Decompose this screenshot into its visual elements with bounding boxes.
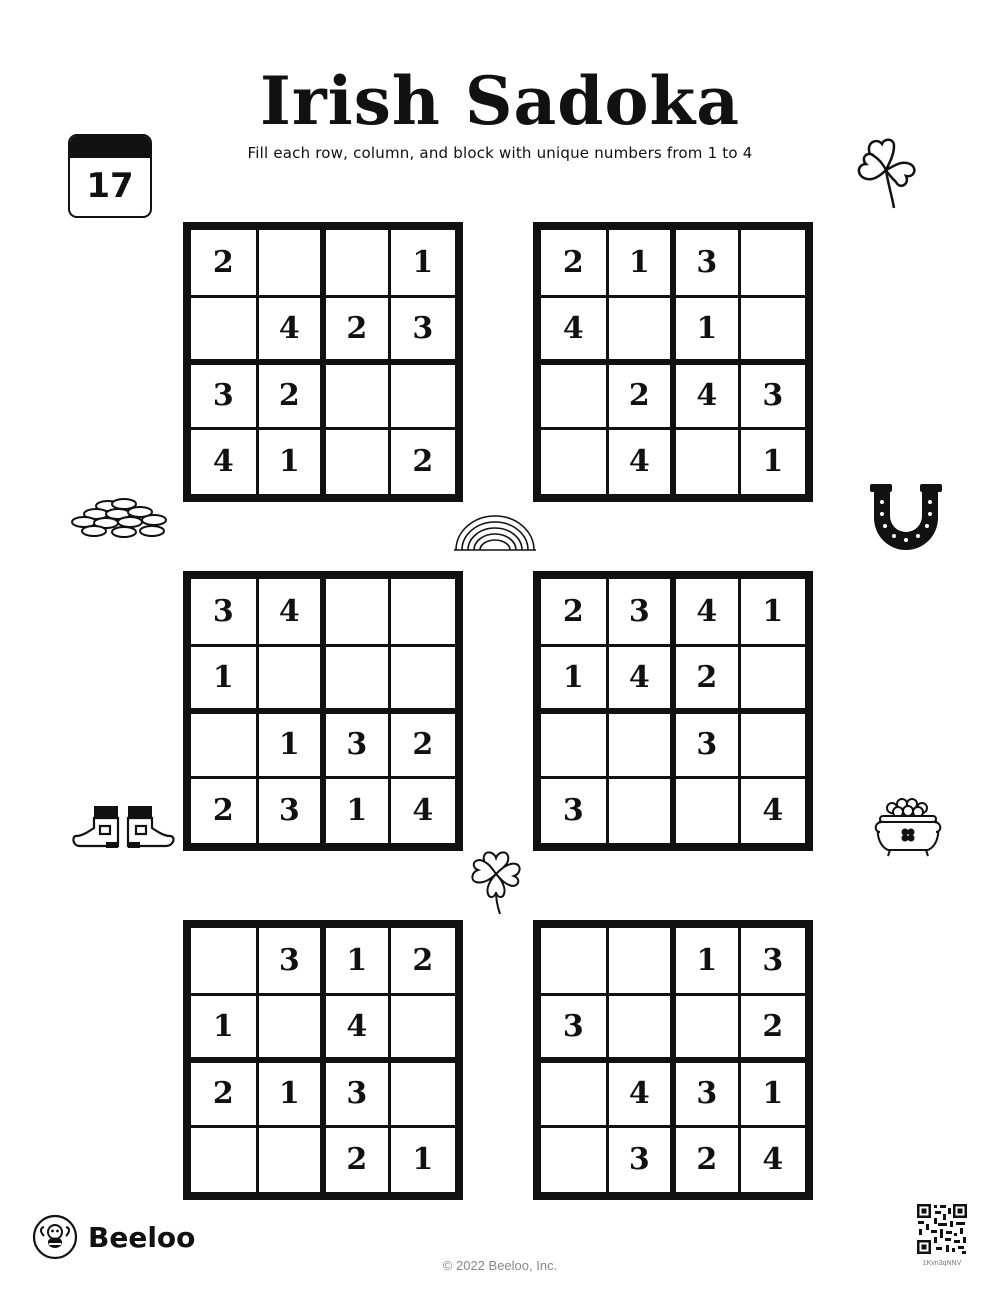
sudoku-cell[interactable]: 2 bbox=[541, 230, 606, 295]
calendar-day: 17 bbox=[86, 166, 134, 206]
sudoku-cell[interactable] bbox=[391, 647, 456, 709]
sudoku-cell[interactable] bbox=[391, 1063, 456, 1125]
sudoku-cell[interactable] bbox=[326, 230, 388, 295]
sudoku-cell[interactable]: 1 bbox=[391, 1128, 456, 1193]
sudoku-cell[interactable]: 2 bbox=[191, 230, 256, 295]
sudoku-cell[interactable] bbox=[391, 996, 456, 1058]
sudoku-grid-1 bbox=[183, 222, 463, 502]
sudoku-cell[interactable]: 1 bbox=[391, 230, 456, 295]
sudoku-cell[interactable]: 2 bbox=[191, 779, 256, 844]
sudoku-cell[interactable]: 2 bbox=[609, 365, 671, 427]
sudoku-cell[interactable] bbox=[676, 996, 738, 1058]
brand-name: Beeloo bbox=[88, 1220, 196, 1254]
horseshoe-icon bbox=[868, 482, 944, 554]
sudoku-cell[interactable]: 3 bbox=[609, 579, 671, 644]
sudoku-cell[interactable] bbox=[741, 647, 806, 709]
sudoku-cell[interactable]: 3 bbox=[609, 1128, 671, 1193]
copyright-text: © 2022 Beeloo, Inc. bbox=[442, 1258, 558, 1273]
sudoku-cell[interactable]: 4 bbox=[676, 579, 738, 644]
sudoku-cell[interactable]: 1 bbox=[259, 714, 321, 776]
sudoku-cell[interactable] bbox=[676, 779, 738, 844]
sudoku-cell[interactable]: 4 bbox=[609, 430, 671, 495]
sudoku-cell[interactable]: 4 bbox=[609, 1063, 671, 1125]
sudoku-cell[interactable]: 2 bbox=[326, 1128, 388, 1193]
sudoku-cell[interactable]: 4 bbox=[326, 996, 388, 1058]
sudoku-grid-2 bbox=[533, 222, 813, 502]
sudoku-cell[interactable] bbox=[259, 1128, 321, 1193]
sudoku-cell[interactable]: 3 bbox=[191, 579, 256, 644]
sudoku-cell[interactable]: 3 bbox=[676, 714, 738, 776]
sudoku-cell[interactable] bbox=[191, 714, 256, 776]
sudoku-cell[interactable] bbox=[609, 928, 671, 993]
sudoku-cell[interactable]: 4 bbox=[741, 1128, 806, 1193]
sudoku-cell[interactable]: 1 bbox=[541, 647, 606, 709]
sudoku-grid-5 bbox=[183, 920, 463, 1200]
sudoku-cell[interactable] bbox=[541, 430, 606, 495]
sudoku-cell[interactable] bbox=[676, 430, 738, 495]
sudoku-cell[interactable]: 2 bbox=[391, 714, 456, 776]
sudoku-cell[interactable]: 4 bbox=[191, 430, 256, 495]
sudoku-cell[interactable]: 3 bbox=[541, 996, 606, 1058]
sudoku-cell[interactable] bbox=[609, 779, 671, 844]
sudoku-cell[interactable] bbox=[191, 1128, 256, 1193]
sudoku-cell[interactable]: 3 bbox=[259, 928, 321, 993]
rainbow-icon bbox=[452, 512, 538, 552]
sudoku-cell[interactable]: 2 bbox=[541, 579, 606, 644]
sudoku-cell[interactable]: 3 bbox=[676, 1063, 738, 1125]
sudoku-cell[interactable]: 2 bbox=[259, 365, 321, 427]
sudoku-cell[interactable] bbox=[741, 714, 806, 776]
sudoku-cell[interactable]: 3 bbox=[541, 779, 606, 844]
sudoku-cell[interactable] bbox=[259, 230, 321, 295]
calendar-header bbox=[70, 136, 150, 158]
sudoku-cell[interactable]: 4 bbox=[741, 779, 806, 844]
shamrock-icon bbox=[852, 132, 920, 212]
sudoku-cell[interactable]: 1 bbox=[259, 1063, 321, 1125]
sudoku-cell[interactable]: 2 bbox=[676, 647, 738, 709]
sudoku-cell[interactable]: 1 bbox=[741, 1063, 806, 1125]
sudoku-cell[interactable] bbox=[541, 928, 606, 993]
bee-icon bbox=[32, 1214, 78, 1260]
sudoku-cell[interactable]: 3 bbox=[391, 298, 456, 360]
sudoku-cell[interactable]: 1 bbox=[676, 298, 738, 360]
qr-code-label: 1Kvn3qNNV bbox=[922, 1260, 962, 1267]
sudoku-cell[interactable] bbox=[191, 298, 256, 360]
instructions: Fill each row, column, and block with unique numbers from 1 to 4 bbox=[247, 144, 753, 162]
coins-icon bbox=[68, 494, 174, 540]
sudoku-cell[interactable] bbox=[609, 714, 671, 776]
sudoku-cell[interactable]: 2 bbox=[391, 430, 456, 495]
four-leaf-clover-icon bbox=[468, 848, 524, 916]
sudoku-cell[interactable]: 1 bbox=[326, 928, 388, 993]
page-title: Irish Sadoka bbox=[260, 62, 740, 140]
sudoku-cell[interactable]: 1 bbox=[259, 430, 321, 495]
sudoku-cell[interactable]: 3 bbox=[326, 1063, 388, 1125]
sudoku-cell[interactable]: 1 bbox=[676, 928, 738, 993]
sudoku-cell[interactable]: 1 bbox=[326, 779, 388, 844]
sudoku-cell[interactable] bbox=[391, 365, 456, 427]
sudoku-cell[interactable]: 4 bbox=[259, 579, 321, 644]
sudoku-cell[interactable]: 4 bbox=[259, 298, 321, 360]
sudoku-cell[interactable] bbox=[391, 579, 456, 644]
brand-logo bbox=[32, 1214, 195, 1260]
sudoku-grid-3 bbox=[183, 571, 463, 851]
sudoku-cell[interactable]: 2 bbox=[741, 996, 806, 1058]
sudoku-cell[interactable]: 2 bbox=[191, 1063, 256, 1125]
sudoku-cell[interactable] bbox=[191, 928, 256, 993]
sudoku-cell[interactable] bbox=[326, 430, 388, 495]
sudoku-cell[interactable]: 3 bbox=[676, 230, 738, 295]
sudoku-cell[interactable] bbox=[259, 996, 321, 1058]
sudoku-cell[interactable] bbox=[609, 996, 671, 1058]
sudoku-cell[interactable] bbox=[259, 647, 321, 709]
sudoku-cell[interactable]: 1 bbox=[191, 647, 256, 709]
sudoku-grid-4 bbox=[533, 571, 813, 851]
sudoku-cell[interactable]: 2 bbox=[676, 1128, 738, 1193]
sudoku-cell[interactable] bbox=[609, 298, 671, 360]
sudoku-cell[interactable]: 3 bbox=[259, 779, 321, 844]
sudoku-cell[interactable]: 3 bbox=[191, 365, 256, 427]
sudoku-cell[interactable]: 3 bbox=[741, 928, 806, 993]
sudoku-cell[interactable]: 3 bbox=[326, 714, 388, 776]
sudoku-grid-6 bbox=[533, 920, 813, 1200]
sudoku-cell[interactable]: 1 bbox=[741, 579, 806, 644]
qr-code-icon bbox=[916, 1203, 968, 1255]
sudoku-cell[interactable]: 4 bbox=[676, 365, 738, 427]
sudoku-cell[interactable]: 4 bbox=[391, 779, 456, 844]
sudoku-cell[interactable] bbox=[741, 298, 806, 360]
sudoku-cell[interactable]: 4 bbox=[609, 647, 671, 709]
sudoku-cell[interactable]: 3 bbox=[741, 365, 806, 427]
sudoku-cell[interactable] bbox=[326, 365, 388, 427]
pot-of-gold-icon bbox=[872, 796, 944, 858]
sudoku-cell[interactable]: 1 bbox=[191, 996, 256, 1058]
sudoku-cell[interactable] bbox=[326, 579, 388, 644]
sudoku-cell[interactable] bbox=[541, 714, 606, 776]
sudoku-cell[interactable] bbox=[541, 1063, 606, 1125]
leprechaun-shoes-icon bbox=[70, 802, 178, 852]
sudoku-cell[interactable] bbox=[741, 230, 806, 295]
sudoku-cell[interactable]: 4 bbox=[541, 298, 606, 360]
sudoku-cell[interactable] bbox=[326, 647, 388, 709]
sudoku-cell[interactable] bbox=[541, 1128, 606, 1193]
sudoku-cell[interactable]: 2 bbox=[391, 928, 456, 993]
calendar-icon bbox=[68, 134, 152, 218]
sudoku-cell[interactable]: 1 bbox=[609, 230, 671, 295]
sudoku-cell[interactable]: 2 bbox=[326, 298, 388, 360]
sudoku-cell[interactable]: 1 bbox=[741, 430, 806, 495]
sudoku-cell[interactable] bbox=[541, 365, 606, 427]
